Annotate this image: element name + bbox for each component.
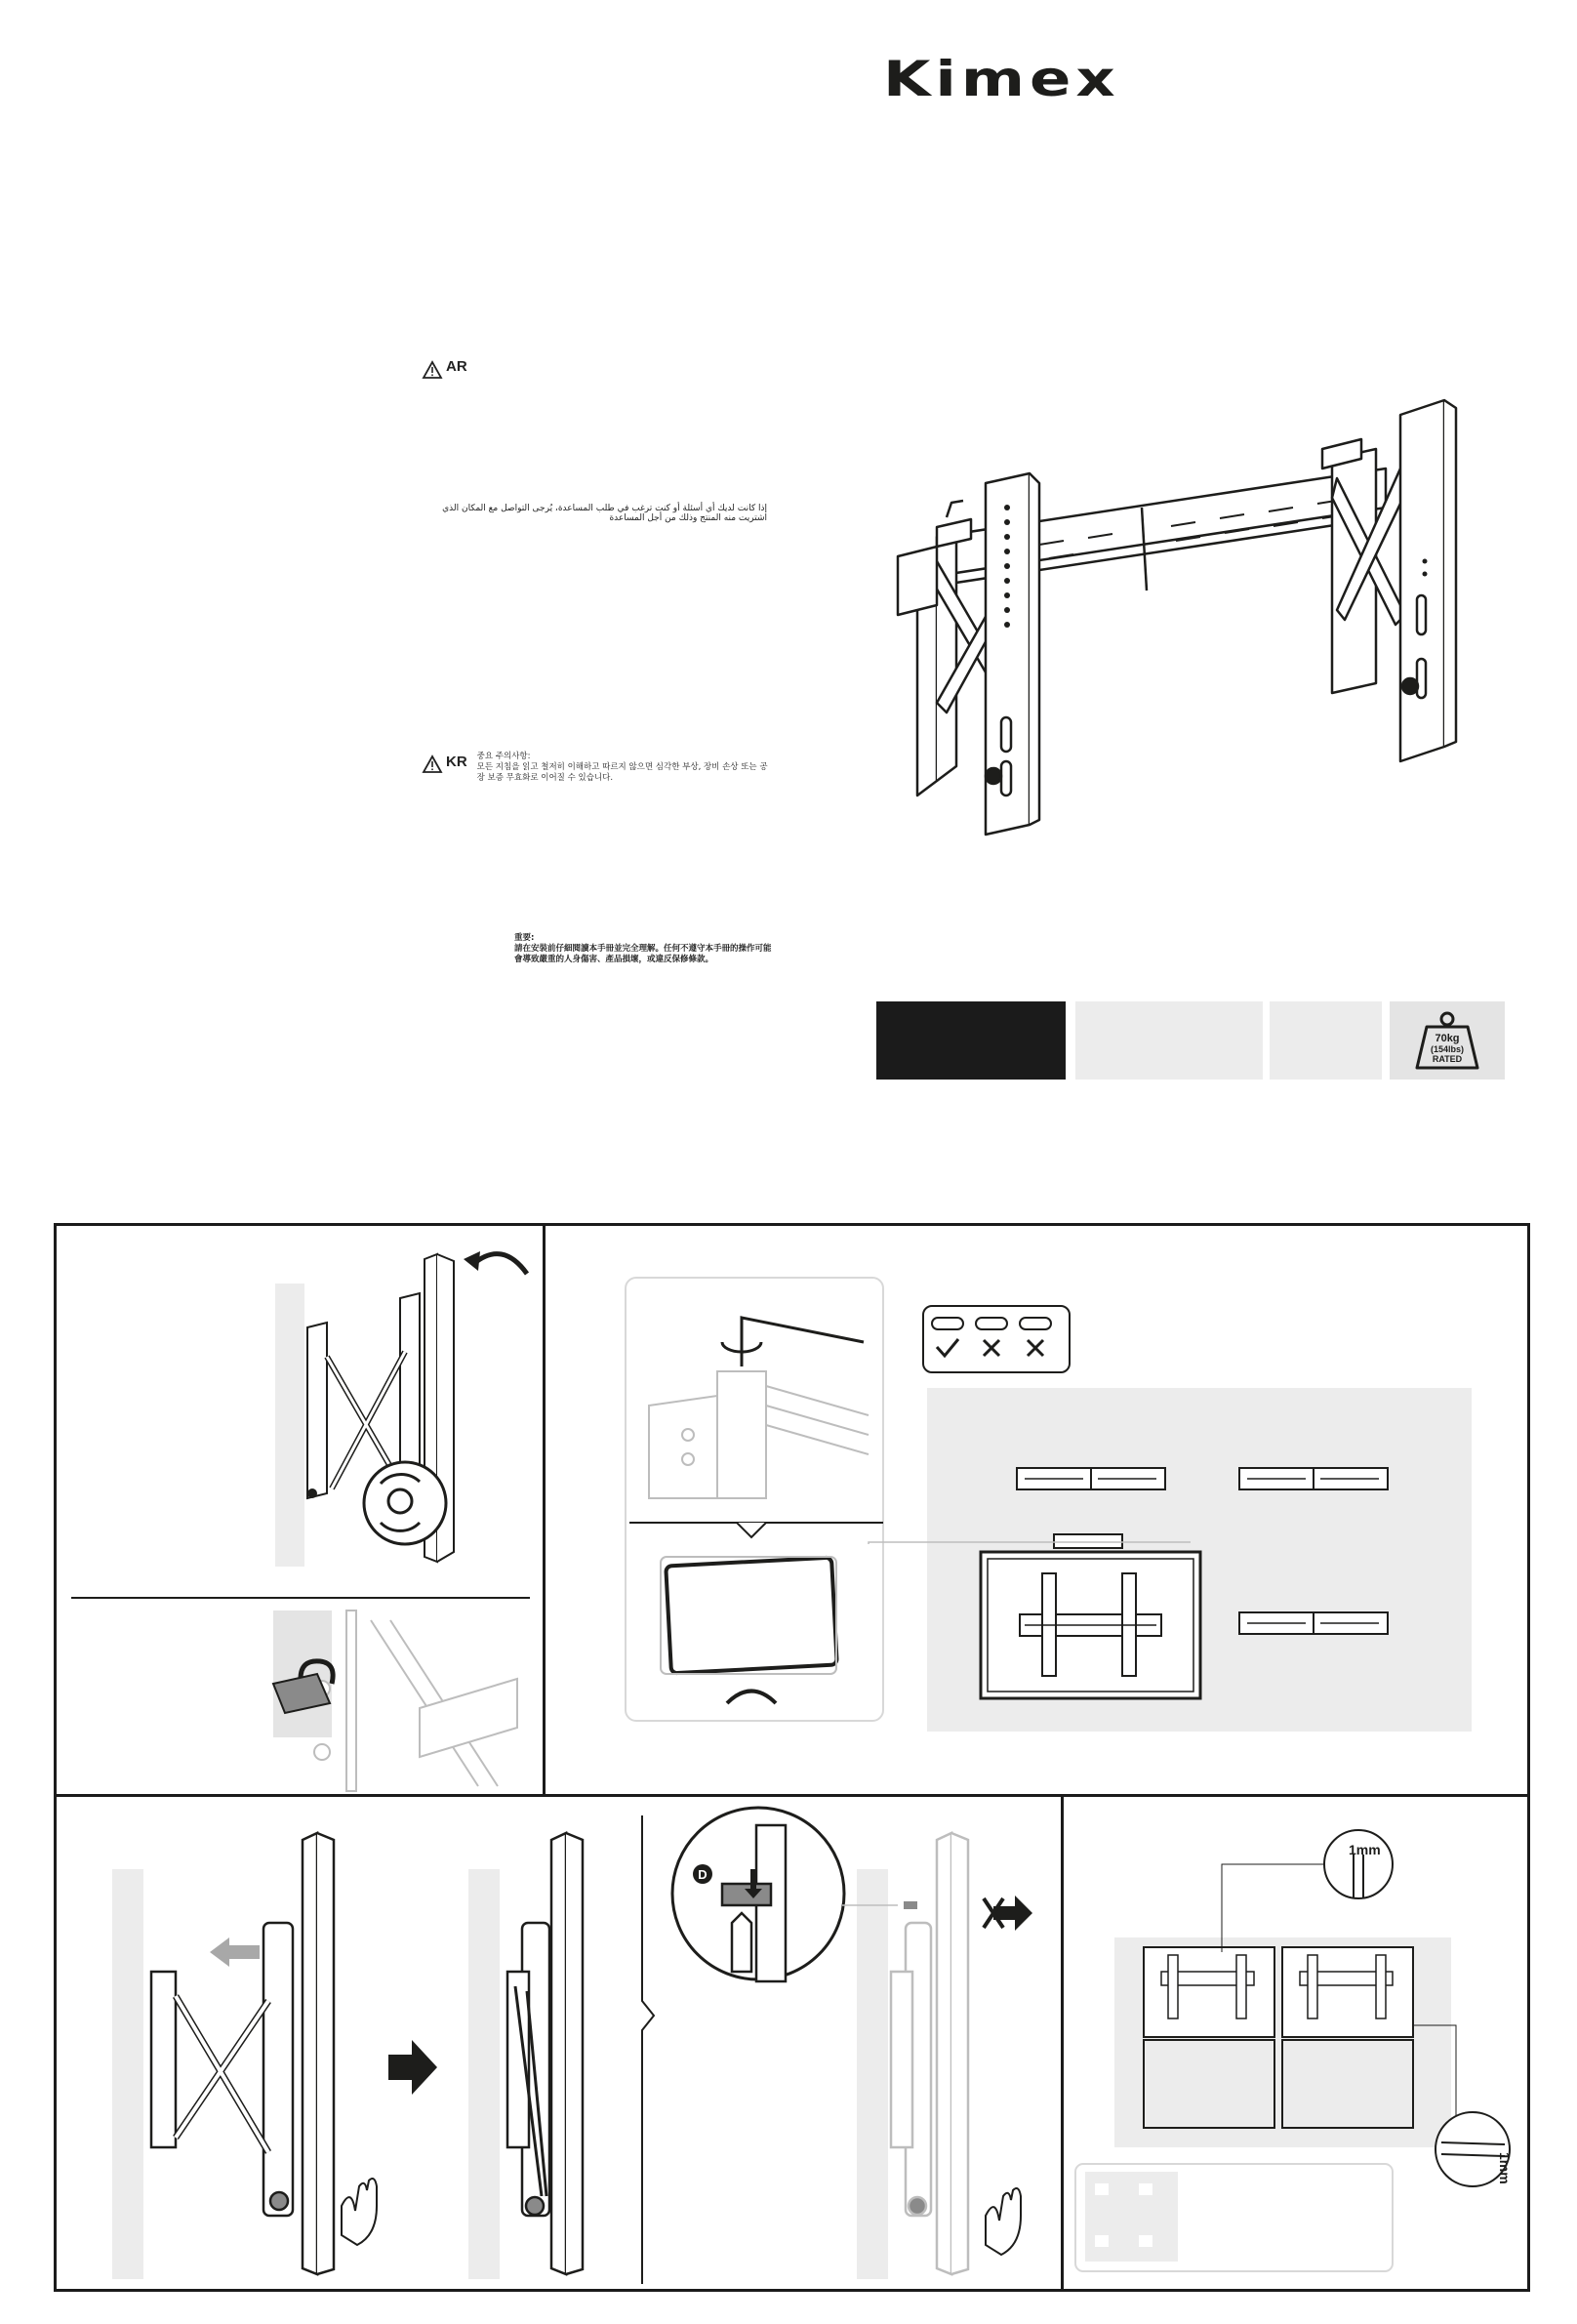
check-icon bbox=[937, 1339, 958, 1356]
warning-code-ar: AR bbox=[446, 358, 467, 375]
arrow-next-icon bbox=[388, 2040, 437, 2095]
warning-title-zh: 重要: bbox=[514, 933, 535, 943]
cross-icon bbox=[984, 1340, 999, 1356]
mount-position-diagram bbox=[927, 1388, 1472, 1732]
panel-divider bbox=[71, 1597, 530, 1599]
padlock-illustration bbox=[263, 1610, 527, 1791]
gap-align-diagram bbox=[1066, 1801, 1526, 2287]
hang-push-illustrations bbox=[59, 1815, 1059, 2284]
color-block-light-2 bbox=[1270, 1001, 1382, 1080]
gap-label-top: 1mm bbox=[1349, 1842, 1381, 1857]
warning-zh bbox=[514, 933, 778, 965]
warning-body-kr: 모든 지침을 읽고 철저히 이해하고 따르지 않으면 심각한 부상, 장비 손상 또는 공장 보증 무효화로 이어질 수 있습니다. bbox=[476, 762, 768, 783]
color-block-light-1 bbox=[1075, 1001, 1263, 1080]
part-letter: D bbox=[698, 1867, 708, 1882]
warning-ar bbox=[423, 358, 477, 379]
gap-label-bottom: 1mm bbox=[1497, 2152, 1513, 2184]
hexkey-illustration bbox=[629, 1288, 883, 1718]
warning-code-kr: KR bbox=[446, 754, 467, 770]
warning-kr bbox=[423, 752, 770, 784]
weight-rated-icon bbox=[1413, 1009, 1481, 1072]
warning-title-kr: 중요 주의사항: bbox=[476, 752, 531, 761]
warning-body-zh: 請在安裝前仔細閱讀本手冊並完全理解。任何不遵守本手冊的操作可能會導致嚴重的人身傷害、產品損壞，或違反保修條款。 bbox=[514, 944, 772, 964]
no-push-icon bbox=[984, 1896, 1032, 1931]
warning-text-ar: إذا كانت لديك أي أسئلة أو كنت ترغب في طلب المساعدة، يُرجى التواصل مع المكان الذي اشتريت منه المنتج وذلك من أجل المساعدة bbox=[442, 504, 767, 523]
push-arrow-icon bbox=[210, 1937, 260, 1967]
cross-icon bbox=[1028, 1340, 1043, 1356]
hand-icon bbox=[342, 2179, 377, 2245]
warning-triangle-icon bbox=[423, 755, 442, 773]
brand-logo: Kimex bbox=[883, 51, 1120, 107]
rated-line1: 70kg bbox=[1435, 1033, 1460, 1044]
rated-line3: RATED bbox=[1432, 1054, 1463, 1064]
color-block-dark bbox=[876, 1001, 1066, 1080]
rated-line2: (154lbs) bbox=[1430, 1044, 1465, 1054]
slot-options-icons bbox=[927, 1313, 1064, 1366]
hand-icon bbox=[986, 2188, 1021, 2255]
warning-triangle-icon bbox=[423, 361, 442, 379]
tilt-adjust-illustration bbox=[273, 1240, 537, 1571]
weight-rated-badge bbox=[1390, 1001, 1505, 1080]
mount-product-illustration bbox=[878, 390, 1464, 839]
